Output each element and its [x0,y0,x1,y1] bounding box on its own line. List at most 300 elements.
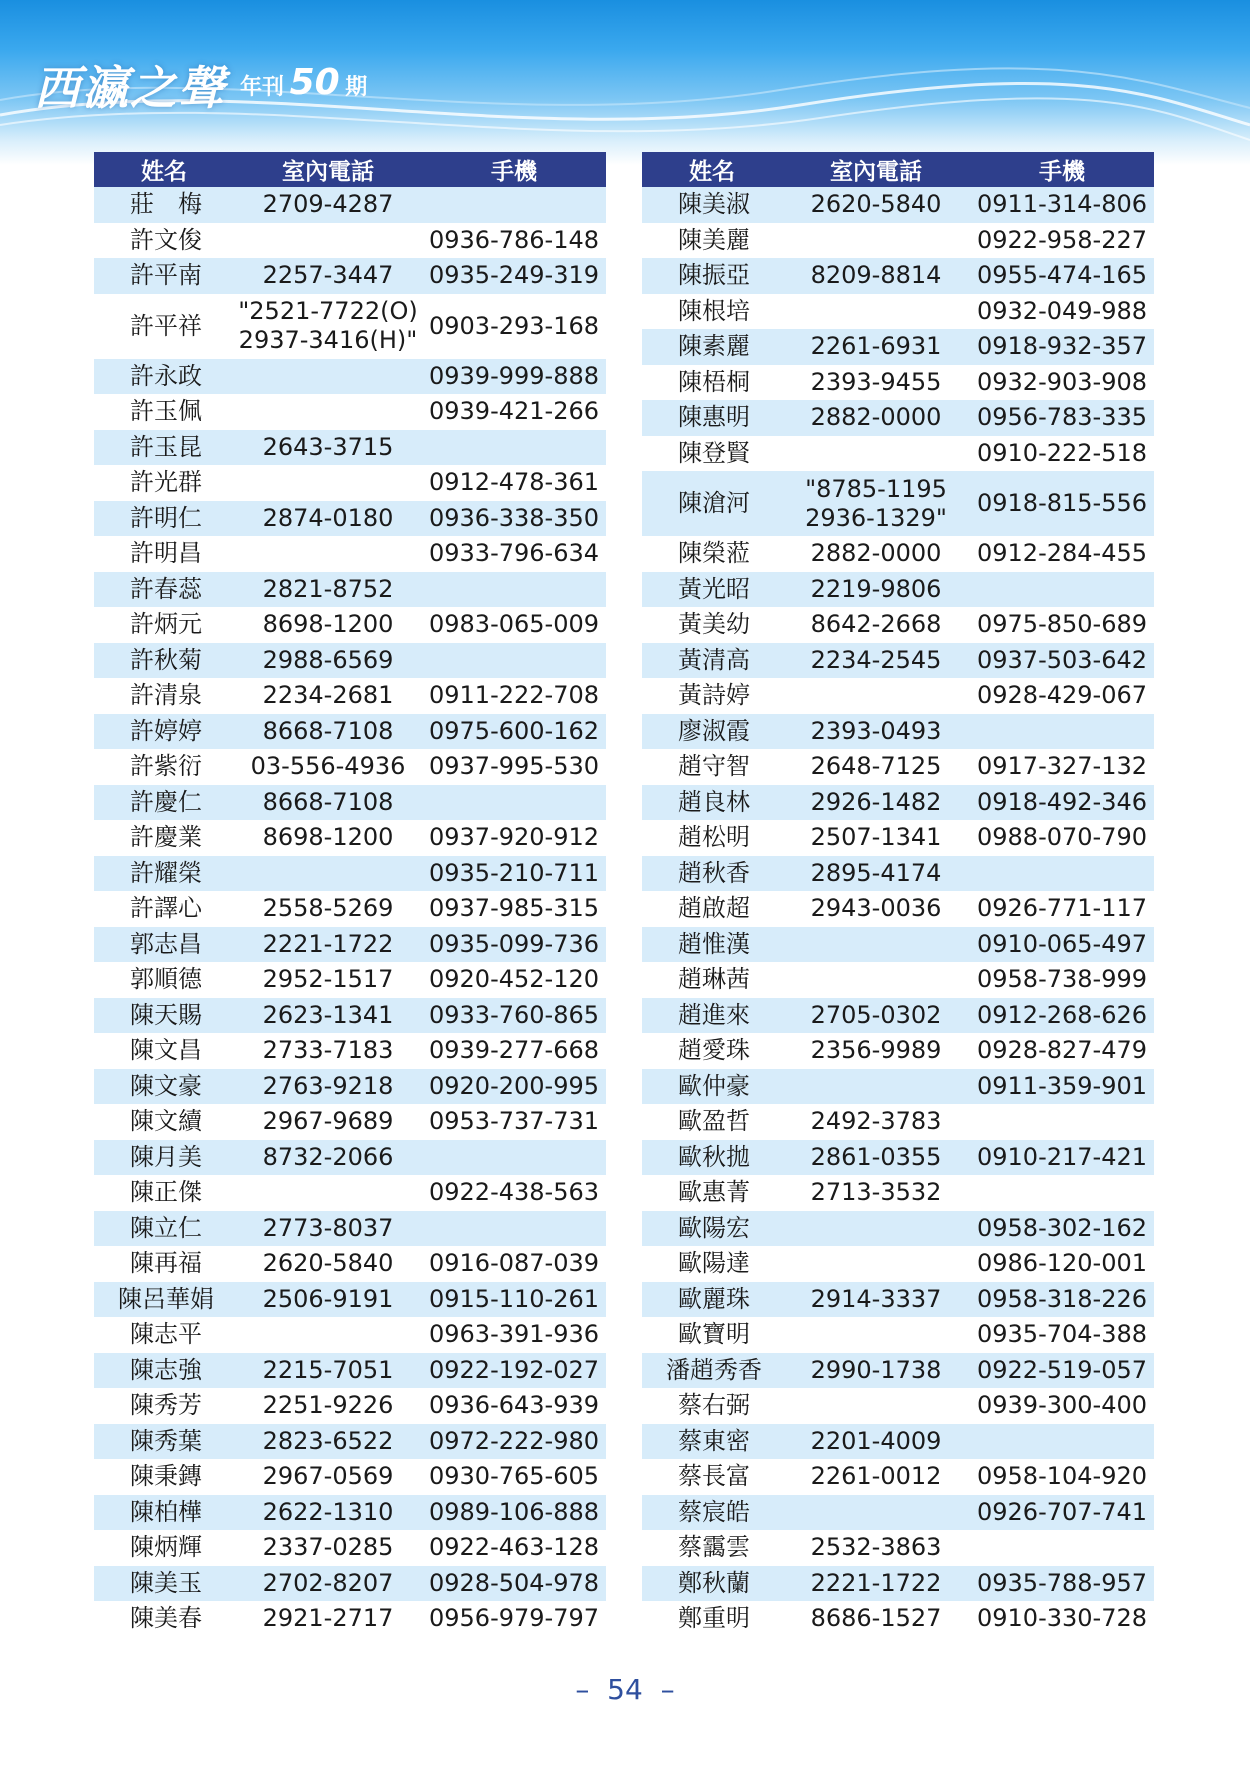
table-row [642,1104,1154,1140]
cell-mobile: 0939-277-668 [422,1033,606,1069]
cell-tel: 2914-3337 [782,1282,970,1318]
cell-name [642,294,782,330]
person-name: 陳正傑 [130,1178,202,1207]
cell-name [94,643,234,679]
cell-mobile: 0922-192-027 [422,1353,606,1389]
table-row [94,714,606,750]
cell-mobile: 0910-217-421 [970,1140,1154,1176]
cell-mobile [422,643,606,679]
cell-mobile: 0936-643-939 [422,1388,606,1424]
cell-tel: 2620-5840 [782,187,970,223]
cell-tel [234,856,422,892]
person-name: 許玉昆 [130,432,202,461]
cell-tel [234,359,422,395]
cell-name [94,1282,234,1318]
person-name: 蔡宸皓 [678,1497,750,1526]
cell-mobile: 0936-786-148 [422,223,606,259]
person-name: 陳志強 [130,1355,202,1384]
cell-name [94,607,234,643]
table-row [94,1104,606,1140]
cell-mobile [970,1104,1154,1140]
person-name: 蔡長富 [678,1462,750,1491]
cell-mobile: 0975-850-689 [970,607,1154,643]
cell-tel: 8698-1200 [234,607,422,643]
cell-name [94,572,234,608]
person-name: 陳天賜 [130,1000,202,1029]
cell-name [642,187,782,223]
cell-name [642,400,782,436]
cell-tel [234,536,422,572]
person-name: 許清泉 [130,681,202,710]
cell-name [94,785,234,821]
cell-tel: 2623-1341 [234,998,422,1034]
cell-name [642,1211,782,1247]
table-row [94,1317,606,1353]
cell-name [94,962,234,998]
table-row [642,1388,1154,1424]
cell-tel: 2201-4009 [782,1424,970,1460]
cell-name [642,436,782,472]
cell-mobile: 0963-391-936 [422,1317,606,1353]
cell-tel: 2861-0355 [782,1140,970,1176]
person-name: 陳文昌 [130,1036,202,1065]
cell-tel [234,1175,422,1211]
cell-tel: 2492-3783 [782,1104,970,1140]
cell-mobile: 0920-452-120 [422,962,606,998]
person-name: 郭志昌 [130,929,202,958]
cell-name [94,1424,234,1460]
cell-mobile: 0922-958-227 [970,223,1154,259]
cell-name [94,536,234,572]
cell-mobile: 0937-985-315 [422,891,606,927]
person-name: 趙琳茜 [678,965,750,994]
cell-tel: 2393-9455 [782,365,970,401]
cell-tel: 2215-7051 [234,1353,422,1389]
person-name: 歐惠菁 [678,1178,750,1207]
cell-name [642,927,782,963]
person-name: 許永政 [130,361,202,390]
cell-name [94,749,234,785]
table-row [642,187,1154,223]
cell-mobile: 0935-099-736 [422,927,606,963]
cell-tel: 2648-7125 [782,749,970,785]
cell-name [94,1104,234,1140]
cell-tel: 2882-0000 [782,536,970,572]
table-row [94,785,606,821]
table-row [642,785,1154,821]
cell-mobile: 0930-765-605 [422,1459,606,1495]
cell-tel: 8732-2066 [234,1140,422,1176]
person-name: 蔡右弼 [678,1391,750,1420]
cell-tel: 2221-1722 [782,1566,970,1602]
cell-name [642,1246,782,1282]
cell-mobile: 0988-070-790 [970,820,1154,856]
cell-tel: 2921-2717 [234,1601,422,1637]
cell-name [94,1211,234,1247]
cell-mobile: 0926-771-117 [970,891,1154,927]
cell-mobile: 0911-222-708 [422,678,606,714]
table-row [94,536,606,572]
table-row [642,1601,1154,1637]
cell-tel: 2967-9689 [234,1104,422,1140]
person-name: 黃詩婷 [678,681,750,710]
person-name: 陳秉鏄 [130,1462,202,1491]
page-number: 54 [607,1673,643,1706]
table-row [94,1353,606,1389]
person-name: 蔡東密 [678,1426,750,1455]
table-row [642,1317,1154,1353]
table-row [94,430,606,466]
table-row [642,1459,1154,1495]
cell-name [642,365,782,401]
cell-name [642,1388,782,1424]
cell-name [94,1601,234,1637]
cell-mobile: 0937-920-912 [422,820,606,856]
table-row [94,1175,606,1211]
cell-tel: 2620-5840 [234,1246,422,1282]
cell-tel: 2261-6931 [782,329,970,365]
cell-tel [782,962,970,998]
person-name: 陳梧桐 [678,367,750,396]
cell-name [94,1566,234,1602]
cell-tel: 8686-1527 [782,1601,970,1637]
person-name: 陳登賢 [678,438,750,467]
cell-mobile: 0939-421-266 [422,394,606,430]
person-name: 陳根培 [678,296,750,325]
cell-tel [234,1317,422,1353]
cell-tel: "2521-7722(O) 2937-3416(H)" [234,294,422,359]
person-name: 歐盈哲 [678,1107,750,1136]
cell-name [94,258,234,294]
person-name: 陳美玉 [130,1568,202,1597]
cell-name [642,856,782,892]
cell-tel: 2507-1341 [782,820,970,856]
cell-name [94,1246,234,1282]
person-name: 許文俊 [130,225,202,254]
column-header-name: 姓名 [642,152,782,187]
table-row [642,1495,1154,1531]
cell-name [642,1424,782,1460]
table-row [642,1424,1154,1460]
table-row [642,1566,1154,1602]
cell-tel [782,927,970,963]
cell-name [642,223,782,259]
cell-mobile: 0956-979-797 [422,1601,606,1637]
cell-mobile [970,856,1154,892]
cell-mobile: 0928-827-479 [970,1033,1154,1069]
table-row [94,749,606,785]
table-row [642,1246,1154,1282]
cell-mobile [970,1424,1154,1460]
cell-mobile: 0958-104-920 [970,1459,1154,1495]
person-name: 鄭重明 [678,1604,750,1633]
cell-tel [234,223,422,259]
cell-tel: "8785-1195 2936-1329" [782,471,970,536]
cell-name [642,1566,782,1602]
cell-tel [782,1069,970,1105]
person-name: 趙愛珠 [678,1036,750,1065]
column-header-mobile: 手機 [422,152,606,187]
cell-tel: 2643-3715 [234,430,422,466]
cell-tel: 2733-7183 [234,1033,422,1069]
table-row [642,436,1154,472]
table-row [642,1069,1154,1105]
person-name: 陳美麗 [678,225,750,254]
cell-name [94,1495,234,1531]
cell-mobile [422,572,606,608]
table-row [94,1282,606,1318]
person-name: 黃光昭 [678,574,750,603]
table-row [94,465,606,501]
table-row [94,927,606,963]
table-row [94,258,606,294]
cell-name [642,643,782,679]
cell-name [94,678,234,714]
column-header-tel: 室內電話 [234,152,422,187]
cell-tel: 2506-9191 [234,1282,422,1318]
cell-mobile: 0922-519-057 [970,1353,1154,1389]
cell-mobile: 0910-222-518 [970,436,1154,472]
person-name: 歐陽達 [678,1249,750,1278]
page-header [0,0,1250,165]
person-name: 郭順德 [130,965,202,994]
table-row [94,187,606,223]
cell-mobile: 0958-738-999 [970,962,1154,998]
cell-tel: 2234-2681 [234,678,422,714]
cell-mobile: 0972-222-980 [422,1424,606,1460]
person-name: 陳素麗 [678,332,750,361]
cell-name [642,1459,782,1495]
person-name: 莊 梅 [130,190,202,219]
person-name: 許平南 [130,261,202,290]
cell-tel: 2709-4287 [234,187,422,223]
page-number-footer [0,1673,1250,1706]
cell-name [94,891,234,927]
person-name: 陳美春 [130,1604,202,1633]
person-name: 陳炳輝 [130,1533,202,1562]
cell-mobile [970,1530,1154,1566]
person-name: 許平祥 [130,311,202,340]
cell-mobile [970,572,1154,608]
cell-mobile [970,1175,1154,1211]
cell-mobile [422,1211,606,1247]
person-name: 許慶仁 [130,787,202,816]
cell-mobile: 0922-463-128 [422,1530,606,1566]
cell-mobile: 0933-760-865 [422,998,606,1034]
directory-table-right [642,152,1154,1637]
publication-logo: 西瀛之聲 [34,61,226,115]
cell-name [642,1104,782,1140]
cell-mobile: 0920-200-995 [422,1069,606,1105]
person-name: 陳再福 [130,1249,202,1278]
person-name: 廖淑霞 [678,716,750,745]
person-name: 蔡靄雲 [678,1533,750,1562]
person-name: 黃美幼 [678,610,750,639]
cell-mobile: 0956-783-335 [970,400,1154,436]
person-name: 陳惠明 [678,403,750,432]
table-row [94,1069,606,1105]
cell-tel: 03-556-4936 [234,749,422,785]
cell-tel: 8642-2668 [782,607,970,643]
cell-name [642,785,782,821]
table-row [642,400,1154,436]
cell-mobile [422,187,606,223]
cell-name [642,572,782,608]
cell-mobile: 0953-737-731 [422,1104,606,1140]
cell-mobile: 0911-359-901 [970,1069,1154,1105]
cell-name [94,714,234,750]
person-name: 陳榮蒞 [678,539,750,568]
cell-name [642,1530,782,1566]
person-name: 黃清高 [678,645,750,674]
cell-mobile: 0917-327-132 [970,749,1154,785]
table-row [642,1353,1154,1389]
cell-tel: 2823-6522 [234,1424,422,1460]
cell-tel: 2895-4174 [782,856,970,892]
table-row [94,962,606,998]
person-name: 陳立仁 [130,1213,202,1242]
person-name: 歐陽宏 [678,1213,750,1242]
person-name: 趙守智 [678,752,750,781]
cell-tel [782,294,970,330]
cell-name [94,465,234,501]
person-name: 許明仁 [130,503,202,532]
cell-tel: 2219-9806 [782,572,970,608]
cell-name [642,820,782,856]
column-header-tel: 室內電話 [782,152,970,187]
cell-name [94,394,234,430]
cell-tel: 2234-2545 [782,643,970,679]
cell-mobile: 0903-293-168 [422,294,606,359]
table-row [94,820,606,856]
cell-mobile: 0918-815-556 [970,471,1154,536]
table-row [642,856,1154,892]
cell-tel: 2821-8752 [234,572,422,608]
table-row [94,607,606,643]
table-header-row [94,152,606,187]
cell-tel: 2251-9226 [234,1388,422,1424]
cell-mobile [422,785,606,821]
table-row [94,998,606,1034]
person-name: 歐秋拋 [678,1142,750,1171]
table-row [94,1424,606,1460]
cell-mobile: 0912-284-455 [970,536,1154,572]
cell-name [94,927,234,963]
table-row [94,294,606,359]
cell-name [642,998,782,1034]
cell-name [642,1495,782,1531]
table-row [94,1388,606,1424]
cell-mobile: 0935-788-957 [970,1566,1154,1602]
cell-tel: 2356-9989 [782,1033,970,1069]
table-row [94,1459,606,1495]
person-name: 潘趙秀香 [666,1355,762,1384]
cell-mobile: 0916-087-039 [422,1246,606,1282]
cell-tel [234,465,422,501]
cell-mobile: 0936-338-350 [422,501,606,537]
table-row [642,1140,1154,1176]
cell-mobile: 0911-314-806 [970,187,1154,223]
cell-mobile: 0928-429-067 [970,678,1154,714]
person-name: 許秋菊 [130,645,202,674]
table-row [94,572,606,608]
cell-tel: 2763-9218 [234,1069,422,1105]
table-row [642,820,1154,856]
person-name: 鄭秋蘭 [678,1568,750,1597]
table-row [642,1282,1154,1318]
person-name: 許炳元 [130,610,202,639]
cell-name [642,1069,782,1105]
cell-mobile: 0918-932-357 [970,329,1154,365]
table-row [94,223,606,259]
cell-tel: 8668-7108 [234,785,422,821]
person-name: 許春蕊 [130,574,202,603]
person-name: 陳美淑 [678,190,750,219]
cell-name [94,1069,234,1105]
cell-tel: 2532-3863 [782,1530,970,1566]
cell-name [642,1601,782,1637]
table-row [94,1033,606,1069]
table-body-left [94,187,606,1637]
cell-mobile: 0958-302-162 [970,1211,1154,1247]
table-row [642,1033,1154,1069]
cell-name [94,501,234,537]
cell-mobile [970,714,1154,750]
cell-mobile: 0935-249-319 [422,258,606,294]
table-row [642,607,1154,643]
table-row [642,471,1154,536]
table-row [642,1175,1154,1211]
table-body-right [642,187,1154,1637]
cell-mobile: 0958-318-226 [970,1282,1154,1318]
cell-tel [782,1388,970,1424]
person-name: 趙啟超 [678,894,750,923]
cell-tel: 2773-8037 [234,1211,422,1247]
person-name: 許耀榮 [130,858,202,887]
cell-name [642,536,782,572]
table-row [94,1530,606,1566]
table-row [94,678,606,714]
cell-mobile: 0937-995-530 [422,749,606,785]
table-row [642,998,1154,1034]
cell-tel: 2257-3447 [234,258,422,294]
table-row [94,1140,606,1176]
table-row [642,258,1154,294]
cell-name [94,294,234,359]
cell-name [642,678,782,714]
cell-mobile: 0939-300-400 [970,1388,1154,1424]
table-row [94,856,606,892]
cell-name [94,856,234,892]
cell-mobile: 0932-049-988 [970,294,1154,330]
cell-tel [782,678,970,714]
cell-tel: 2558-5269 [234,891,422,927]
cell-name [642,607,782,643]
cell-name [642,329,782,365]
cell-name [642,1353,782,1389]
person-name: 歐麗珠 [678,1284,750,1313]
cell-mobile [422,1140,606,1176]
person-name: 陳柏樺 [130,1497,202,1526]
table-row [642,536,1154,572]
person-name: 許明昌 [130,539,202,568]
cell-tel: 2622-1310 [234,1495,422,1531]
cell-name [642,1282,782,1318]
cell-name [94,430,234,466]
table-row [642,294,1154,330]
cell-name [642,1033,782,1069]
person-name: 趙良林 [678,787,750,816]
